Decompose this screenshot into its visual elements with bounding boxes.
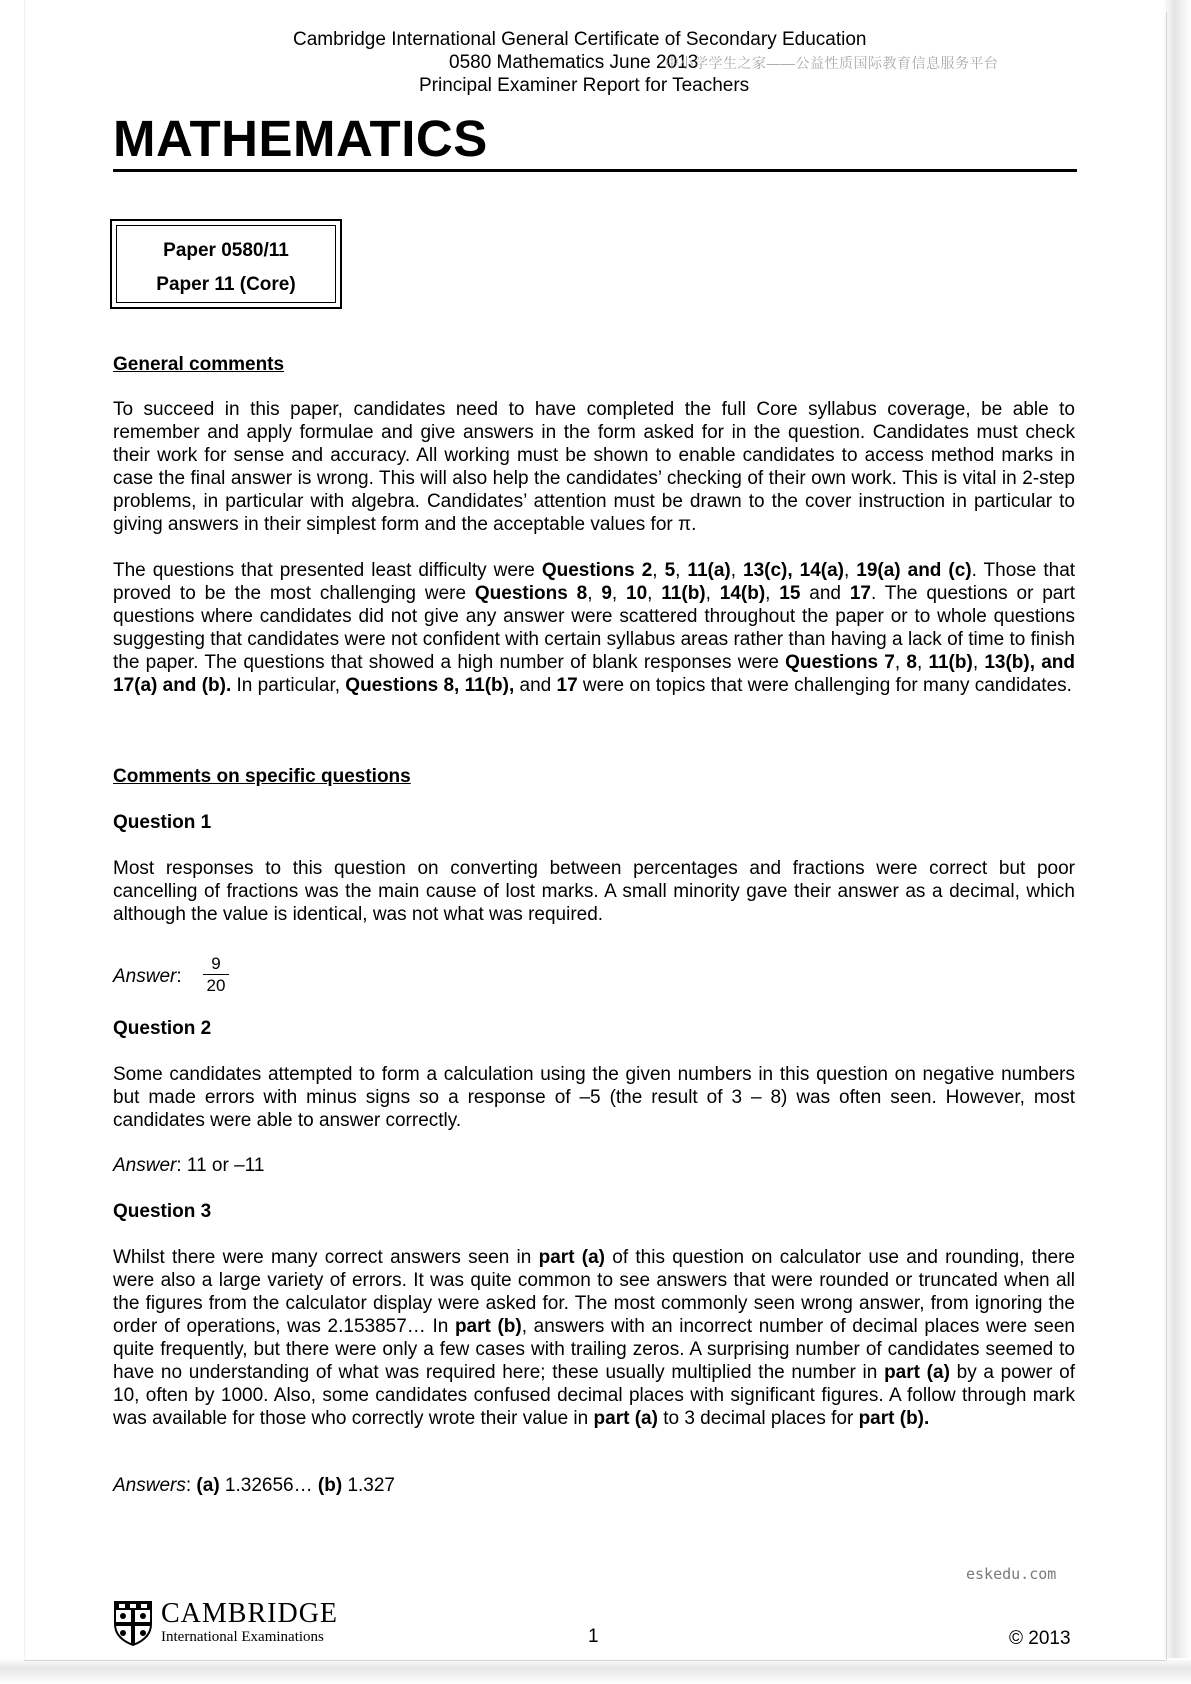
header-line-2: 0580 Mathematics June 2013 — [449, 52, 699, 73]
page-right-shadow — [1163, 0, 1191, 1684]
general-comments-heading: General comments — [113, 354, 285, 375]
question-3-title: Question 3 — [113, 1201, 212, 1222]
paper-box-inner — [116, 225, 336, 303]
question-3-answer: Answers: (a) 1.32656… (b) 1.327 — [113, 1475, 395, 1496]
general-comments-paragraph-1: To succeed in this paper, candidates need to have completed the full Core syllabus coverage, be able to remember and apply formulae and give answers in the form asked for in the question. Candidates must check their work for sense and accuracy. All working must be shown to enable candidates to access method marks in case the final answer is wrong. This will also help the candidates’ checking of their own work. This is vital in 2-step problems, in particular with algebra. Candidates’ attention must be drawn to the cover instruction in particular to giving answers in their simplest form and the acceptable values for π. — [113, 399, 1075, 535]
site-watermark: eskedu.com — [966, 1565, 1057, 1583]
page-right-edge — [1166, 12, 1167, 1660]
header-line-1: Cambridge International General Certificate of Secondary Education — [293, 29, 867, 50]
question-2-body: Some candidates attempted to form a calculation using the given numbers in this question on negative numbers but made errors with minus signs so a response of –5 (the result of 3 – 8) was often seen. However, most candidates were able to answer correctly. — [113, 1064, 1075, 1131]
paper-code: Paper 0580/11 — [163, 240, 289, 261]
watermark-text: 中小学学生之家——公益性质国际教育信息服务平台 — [665, 55, 999, 71]
page-bottom-shadow — [0, 1658, 1191, 1684]
fraction-numerator: 9 — [211, 954, 221, 973]
logo-name: CAMBRIDGE — [161, 1598, 339, 1629]
logo-subtitle: International Examinations — [161, 1629, 324, 1645]
question-1-title: Question 1 — [113, 812, 212, 833]
paper-box — [110, 219, 342, 309]
question-1-body: Most responses to this question on converting between percentages and fractions were correct but poor cancelling of fractions was the main cause of lost marks. A small minority gave their answer as a decimal, which although the value is identical, was not what was required. — [113, 858, 1075, 925]
cambridge-logo — [113, 1599, 353, 1647]
header-line-3: Principal Examiner Report for Teachers — [419, 75, 750, 96]
page-number: 1 — [588, 1626, 599, 1647]
question-1-answer-fraction — [203, 954, 229, 995]
question-3-body: Whilst there were many correct answers seen in part (a) of this question on calculator use and rounding, there were also a large variety of errors. It was quite common to see answers that were rounded or truncated when all the figures from the calculator display were asked for. The most commonly seen wrong answer, from ignoring the order of operations, was 2.153857… In part (b), answers with an incorrect number of decimal places were seen quite frequently, but there were only a few cases with trailing zeros. A surprising number of candidates seemed to have no understanding of what was required here; these usually multiplied the number in part (a) by a power of 10, often by 1000. Also, some candidates confused decimal places with significant figures. A follow through mark was available for those who correctly wrote their value in part (a) to 3 decimal places for part (b). — [113, 1247, 1075, 1429]
question-2-title: Question 2 — [113, 1018, 212, 1039]
page-title: MATHEMATICS — [113, 110, 488, 167]
page-bottom-edge — [24, 1660, 1166, 1661]
question-2-answer: Answer: 11 or –11 — [113, 1155, 265, 1176]
paper-name: Paper 11 (Core) — [156, 274, 296, 295]
question-1-answer: Answer: — [113, 966, 182, 987]
fraction-bar — [203, 974, 229, 975]
title-rule — [113, 169, 1077, 172]
copyright: © 2013 — [1009, 1628, 1071, 1649]
crest-icon — [113, 1600, 153, 1646]
page-left-edge — [24, 0, 25, 1660]
specific-comments-heading: Comments on specific questions — [113, 766, 411, 787]
fraction-denominator: 20 — [206, 976, 226, 995]
general-comments-paragraph-2: The questions that presented least difficulty were Questions 2, 5, 11(a), 13(c), 14(a), 19(a) and (c). Those that proved to be the most challenging were Questions 8, 9, 10, 11(b), 14(b), 15 and 17. The questions or part questions where candidates did not give any answer were scattered throughout the paper or to whole questions suggesting that candidates were not confident with certain syllabus areas rather than having a lack of time to finish the paper. The questions that showed a high number of blank responses were Questions 7, 8, 11(b), 13(b), and 17(a) and (b). In particular, Questions 8, 11(b), and 17 were on topics that were challenging for many candidates. — [113, 560, 1076, 696]
